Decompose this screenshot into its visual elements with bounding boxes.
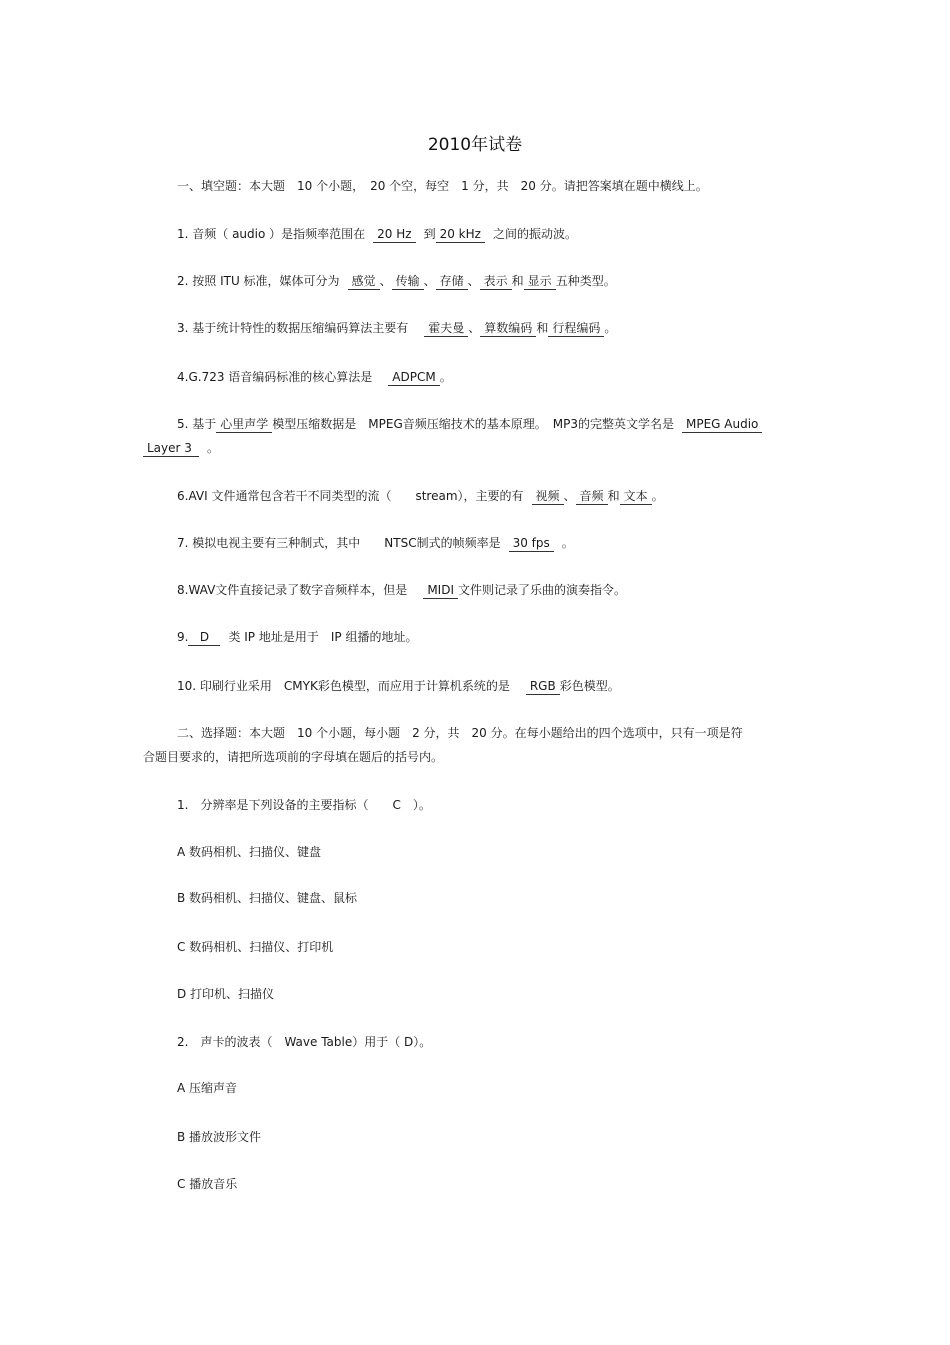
question-6: 6.AVI 文件通常包含若干不同类型的流（ stream），主要的有 视频 、 音频 和 文本 。 [177, 489, 664, 503]
answer-blank: 视频 [532, 489, 564, 505]
answer-blank: 30 fps [509, 536, 554, 552]
choice-option: A 压缩声音 [177, 1081, 238, 1095]
question-10: 10. 印刷行业采用 CMYK彩色模型，而应用于计算机系统的是 RGB 彩色模型。 [177, 679, 620, 693]
choice-question-2: 2. 声卡的波表（ Wave Table）用于（ D）。 [177, 1035, 432, 1049]
answer-blank: RGB [526, 679, 560, 695]
question-7: 7. 模拟电视主要有三种制式，其中 NTSC制式的帧频率是 30 fps 。 [177, 536, 574, 550]
answer-blank: 显示 [524, 274, 556, 290]
question-2: 2. 按照 ITU 标准，媒体可分为 感觉 、 传输 、 存储 、 表示 和 显示 五种类型。 [177, 274, 616, 288]
choice-option: B 数码相机、扫描仪、键盘、鼠标 [177, 891, 358, 905]
answer-blank: Layer 3 [143, 441, 199, 457]
answer-blank: 传输 [392, 274, 424, 290]
choice-option: B 播放波形文件 [177, 1130, 262, 1144]
question-8: 8.WAV文件直接记录了数字音频样本，但是 MIDI 文件则记录了乐曲的演奏指令。 [177, 583, 626, 597]
question-3: 3. 基于统计特性的数据压缩编码算法主要有 霍夫曼 、 算数编码 和 行程编码 。 [177, 321, 617, 335]
question-9: 9. D 类 IP 地址是用于 IP 组播的地址。 [177, 630, 418, 644]
answer-blank: MPEG Audio [682, 417, 762, 433]
answer-blank: 算数编码 [480, 321, 536, 337]
answer-blank: 音频 [576, 489, 608, 505]
section1-heading: 一、填空题：本大题 10 个小题， 20 个空，每空 1 分，共 20 分。请把答案填在题中横线上。 [177, 179, 708, 193]
answer-blank: D [188, 630, 220, 646]
question-5-continued: Layer 3 。 [143, 440, 219, 457]
answer-blank: 文本 [620, 489, 652, 505]
answer-blank: MIDI [423, 583, 458, 599]
answer-blank: 表示 [480, 274, 512, 290]
question-4: 4.G.723 语音编码标准的核心算法是 ADPCM 。 [177, 370, 452, 384]
answer-blank: 霍夫曼 [424, 321, 468, 337]
question-5: 5. 基于 心里声学 模型压缩数据是 MPEG音频压缩技术的基本原理。 MP3的完整英文学名是 MPEG Audio [177, 416, 762, 433]
question-1: 1. 音频（ audio ）是指频率范围在 20 Hz 到 20 kHz 之间的振动波。 [177, 227, 577, 241]
choice-option: C 数码相机、扫描仪、打印机 [177, 940, 334, 954]
answer-blank: 行程编码 [548, 321, 604, 337]
choice-option: D 打印机、扫描仪 [177, 987, 275, 1001]
page-title: 2010年试卷 [427, 135, 523, 155]
choice-option: C 播放音乐 [177, 1177, 238, 1191]
choice-question-1: 1. 分辨率是下列设备的主要指标（ C ）。 [177, 798, 431, 812]
answer-blank: 存储 [436, 274, 468, 290]
section2-heading-continued: 合题目要求的，请把所选项前的字母填在题后的括号内。 [143, 750, 444, 764]
answer-blank: 20 Hz [373, 227, 415, 243]
answer-blank: 20 kHz [436, 227, 485, 243]
section2-heading: 二、选择题：本大题 10 个小题，每小题 2 分，共 20 分。在每小题给出的四个选项中，只有一项是符 [177, 726, 743, 740]
answer-blank: 感觉 [348, 274, 380, 290]
choice-option: A 数码相机、扫描仪、键盘 [177, 845, 322, 859]
answer-blank: ADPCM [388, 370, 439, 386]
answer-blank: 心里声学 [216, 417, 272, 433]
